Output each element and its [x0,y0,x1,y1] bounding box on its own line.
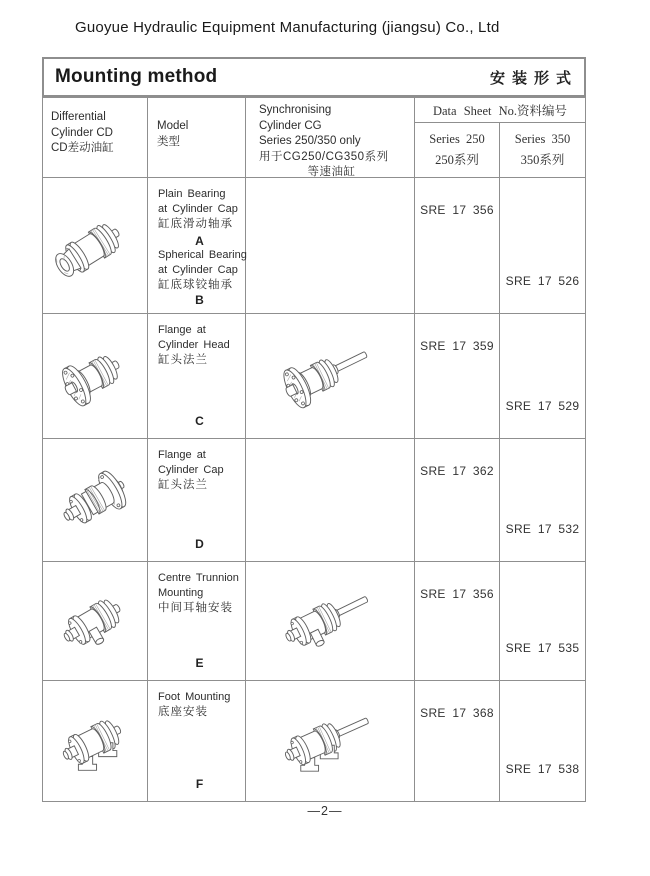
header-series-350 [500,123,585,178]
model-line: Plain Bearing [158,188,226,200]
model-letter: F [195,777,204,791]
data-sheet-number: SRE 17 526 [505,274,580,288]
model-line: 中间耳轴安装 [158,602,233,614]
table-row-cg-drawing-cell [246,562,415,681]
header-line: Synchronising [259,104,332,116]
header-line: CD差动油缸 [51,142,114,154]
table-row-series250-cell [415,439,500,562]
cd-centre-trunnion-drawing [45,570,145,672]
model-letter: A [195,234,204,248]
model-letter: E [195,656,204,670]
section-title: Mounting method [55,66,218,87]
table-row-model-cell [148,314,246,439]
table-row-cg-drawing-cell [246,439,415,562]
data-sheet-number: SRE 17 529 [505,399,580,413]
table-row-model-cell [148,681,246,801]
cg-head-flange-drawing [262,325,398,427]
header-differential-cylinder [43,98,148,178]
header-line: Data Sheet No.资料编号 [432,104,568,118]
table-row-series350-cell [500,439,585,562]
table-row-cd-drawing-cell [43,562,148,681]
cg-centre-trunnion-drawing [262,571,398,671]
header-data-sheet-no [415,98,585,123]
cd-clevis-bearing-drawing [47,193,143,299]
data-sheet-number: SRE 17 362 [420,464,494,478]
data-sheet-number: SRE 17 359 [420,339,494,353]
cd-cap-flange-drawing [45,448,145,552]
table-row-series250-cell [415,178,500,314]
cg-foot-mounting-drawing [262,691,398,791]
model-line: Mounting [158,587,204,599]
table-row-series350-cell [500,681,585,801]
model-line: Foot Mounting [158,691,231,703]
model-letter: D [195,537,204,551]
data-sheet-number: SRE 17 368 [420,706,494,720]
model-line: Spherical Bearing [158,249,247,261]
table-row-model-cell [148,178,246,314]
data-sheet-number: SRE 17 538 [505,762,580,776]
table-row-cd-drawing-cell [43,681,148,801]
data-sheet-number: SRE 17 535 [505,641,580,655]
mounting-method-table [42,97,586,802]
model-line: Cylinder Head [158,339,230,351]
header-line: 用于CG250/CG350系列 [259,150,389,163]
header-line: Series 350 [514,132,571,146]
data-sheet-number: SRE 17 532 [505,522,580,536]
header-synchronising-cylinder [246,98,415,178]
model-line: at Cylinder Cap [158,203,238,215]
section-title-bar [42,57,586,97]
model-line: 缸头法兰 [158,354,208,366]
header-line: Series 250 [429,132,485,146]
model-line: 缸头法兰 [158,479,208,491]
table-row-series250-cell [415,314,500,439]
header-line: Cylinder CG [259,119,322,132]
model-line: Centre Trunnion [158,572,239,584]
table-row-series250-cell [415,562,500,681]
model-line: Flange at [158,449,206,461]
company-header: Guoyue Hydraulic Equipment Manufacturing (jiangsu) Co., Ltd [75,19,500,36]
model-letter: B [195,293,204,307]
table-row-series350-cell [500,562,585,681]
header-line: Cylinder CD [51,126,113,139]
table-row-model-cell [148,562,246,681]
table-row-model-cell [148,439,246,562]
header-line: Differential [51,111,106,123]
page-number: —2— [307,804,343,818]
header-series-250 [415,123,500,178]
table-row-series250-cell [415,681,500,801]
table-row-cg-drawing-cell [246,314,415,439]
table-row-cd-drawing-cell [43,178,148,314]
header-line: 类型 [157,135,180,148]
header-model [148,98,246,178]
header-line: 250系列 [435,153,479,167]
model-line: 缸底滑动轴承 [158,218,233,230]
table-row-cd-drawing-cell [43,439,148,562]
table-row-series350-cell [500,314,585,439]
table-row-cg-drawing-cell [246,681,415,801]
header-line: 350系列 [520,153,565,167]
table-row-cd-drawing-cell [43,314,148,439]
header-line: 等速油缸 [307,166,356,178]
table-row-cg-drawing-cell [246,178,415,314]
data-sheet-number: SRE 17 356 [420,203,494,217]
model-letter: C [195,414,204,428]
header-line: Series 250/350 only [259,135,361,147]
table-row-series350-cell [500,178,585,314]
data-sheet-number: SRE 17 356 [420,587,494,601]
model-line: Cylinder Cap [158,464,224,476]
cd-head-flange-drawing [47,324,143,428]
model-line: at Cylinder Cap [158,264,238,276]
header-line: Model [157,120,189,132]
section-title-chinese: 安装形式 [489,69,578,87]
model-line: Flange at [158,324,206,336]
cd-foot-mounting-drawing [44,690,146,792]
model-line: 缸底球铰轴承 [158,279,233,291]
model-line: 底座安装 [158,706,208,718]
